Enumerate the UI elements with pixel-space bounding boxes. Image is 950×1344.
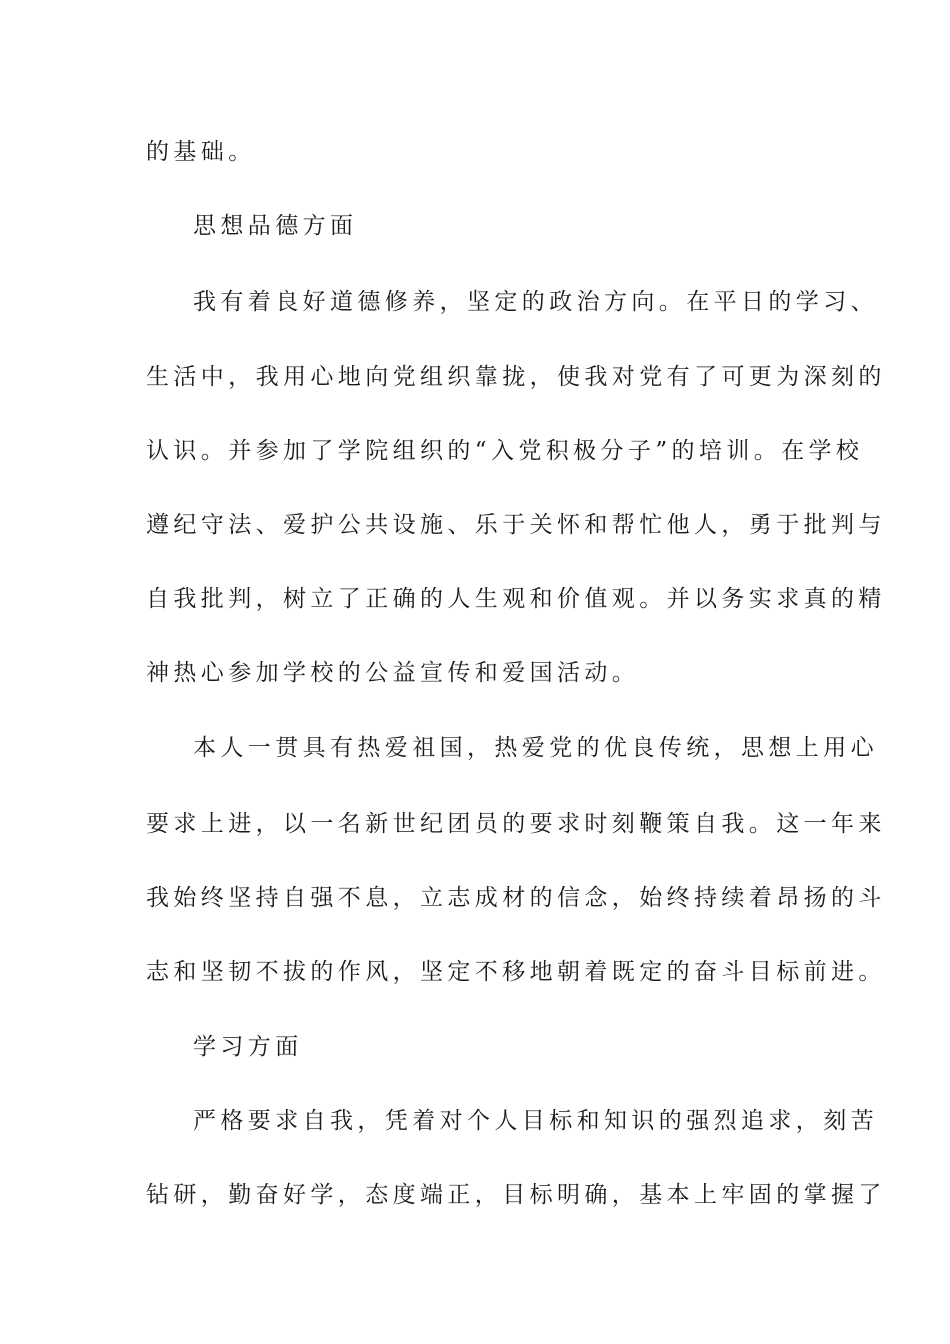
paragraph-line: 要求上进，以一名新世纪团员的要求时刻鞭策自我。这一年来 [146,811,886,837]
paragraph-line: 认识。并参加了学院组织的“入党积极分子”的培训。在学校 [146,438,864,464]
paragraph-line: 我有着良好道德修养，坚定的政治方向。在平日的学习、 [193,289,878,315]
paragraph-line: 志和坚韧不拔的作风，坚定不移地朝着既定的奋斗目标前进。 [146,959,886,985]
section-heading-study: 学习方面 [193,1034,303,1060]
paragraph-line: 我始终坚持自强不息，立志成材的信念，始终持续着昂扬的斗 [146,885,886,911]
paragraph-line: 自我批判，树立了正确的人生观和价值观。并以务实求真的精 [146,586,886,612]
paragraph-line: 遵纪守法、爱护公共设施、乐于关怀和帮忙他人，勇于批判与 [146,512,886,538]
paragraph-line: 严格要求自我，凭着对个人目标和知识的强烈追求，刻苦 [193,1108,878,1134]
paragraph-line: 本人一贯具有热爱祖国，热爱党的优良传统，思想上用心 [193,735,878,761]
paragraph-line: 生活中，我用心地向党组织靠拢，使我对党有了可更为深刻的 [146,364,886,390]
paragraph-line: 神热心参加学校的公益宣传和爱国活动。 [146,660,640,686]
paragraph-line: 钻研，勤奋好学，态度端正，目标明确，基本上牢固的掌握了 [146,1182,886,1208]
paragraph-line: 的基础。 [146,139,256,165]
section-heading-moral: 思想品德方面 [193,213,358,239]
